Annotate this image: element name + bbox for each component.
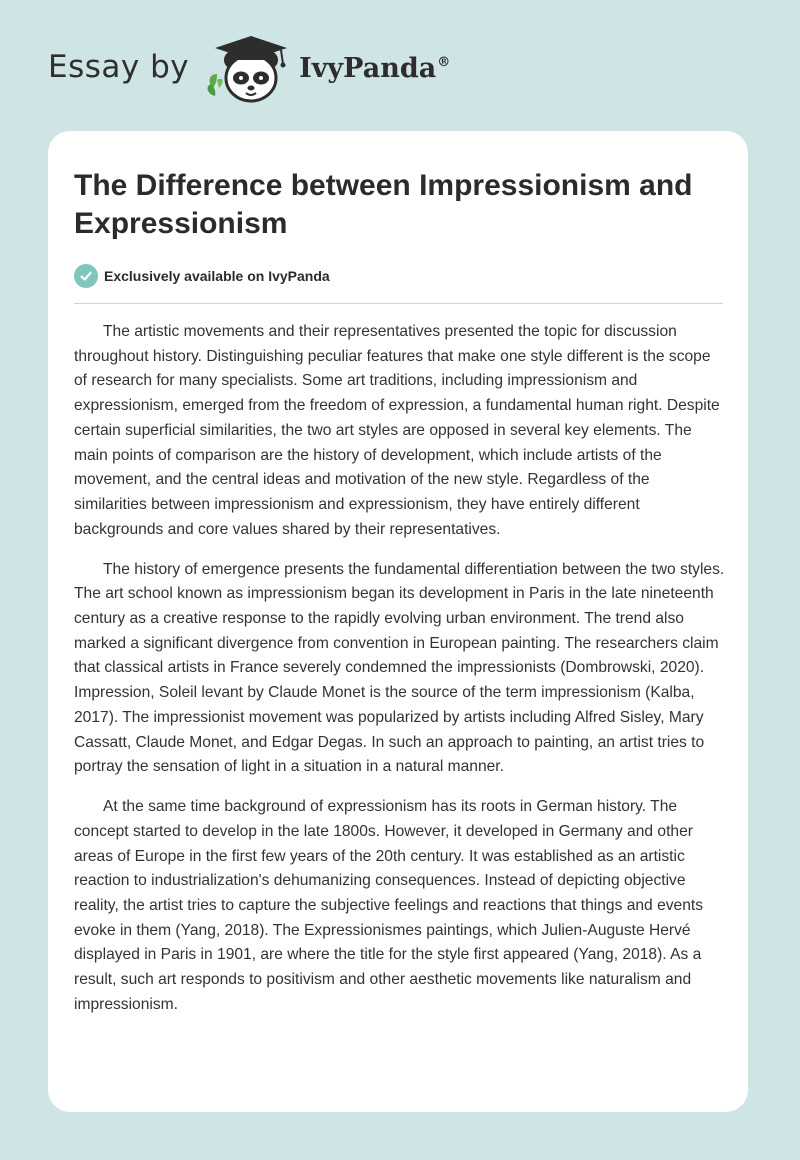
registered-mark: ®: [437, 54, 451, 70]
site-header: [48, 30, 648, 110]
essay-by-label: Essay by: [48, 49, 190, 85]
badge-label: Exclusively available on IvyPanda: [104, 268, 330, 284]
brand-name[interactable]: IvyPanda®: [299, 52, 451, 84]
essay-card: [48, 131, 748, 1112]
panda-graduate-logo-icon[interactable]: [203, 30, 295, 110]
page-title: The Difference between Impressionism and Expressionism: [74, 169, 693, 240]
essay-body: [74, 320, 726, 1033]
paragraph: The artistic movements and their representatives presented the topic for discussion throughout history. Distinguishing peculiar features that make one style different is the scope of research for many specialists. Some art traditions, including impressionism and expressionism, emerged from the freedom of expression, a fundamental human right. Despite certain superficial similarities, the two art styles are opposed in several key elements. The main points of comparison are the history of development, which include artists of the movement, and the central ideas and motivation of the new style. Regardless of the similarities between impressionism and expressionism, they have entirely different backgrounds and core values shared by their representatives.: [74, 323, 720, 538]
check-icon: [74, 264, 98, 288]
paragraph: At the same time background of expressionism has its roots in German history. The concept started to develop in the late 1800s. However, it developed in Germany and other areas of Europe in the first few years of the 20th century. It was established as an artistic reaction to industrialization's dehumanizing consequences. Instead of depicting objective reality, the artist tries to capture the subjective feelings and reactions that things and events evoke in them (Yang, 2018). The Expressionismes paintings, which Julien-Auguste Hervé displayed in Paris in 1901, are where the title for the style first appeared (Yang, 2018). As a result, such art responds to positivism and other aesthetic movements like naturalism and impressionism.: [74, 798, 704, 1013]
paragraph: The history of emergence presents the fundamental differentiation between the two styles. The art school known as impressionism began its development in Paris in the late nineteenth century as a creative response to the rapidly evolving urban environment. The trend also marked a significant divergence from convention in European painting. The researchers claim that classical artists in France severely condemned the impressionists (Dombrowski, 2020). Impression, Soleil levant by Claude Monet is the source of the term impressionism (Kalba, 2017). The impressionist movement was popularized by artists including Alfred Sisley, Mary Cassatt, Claude Monet, and Edgar Degas. In such an approach to painting, an artist tries to portray the sensation of light in a situation in a natural manner.: [74, 560, 725, 776]
divider: [74, 303, 723, 304]
exclusive-badge: [74, 264, 330, 288]
